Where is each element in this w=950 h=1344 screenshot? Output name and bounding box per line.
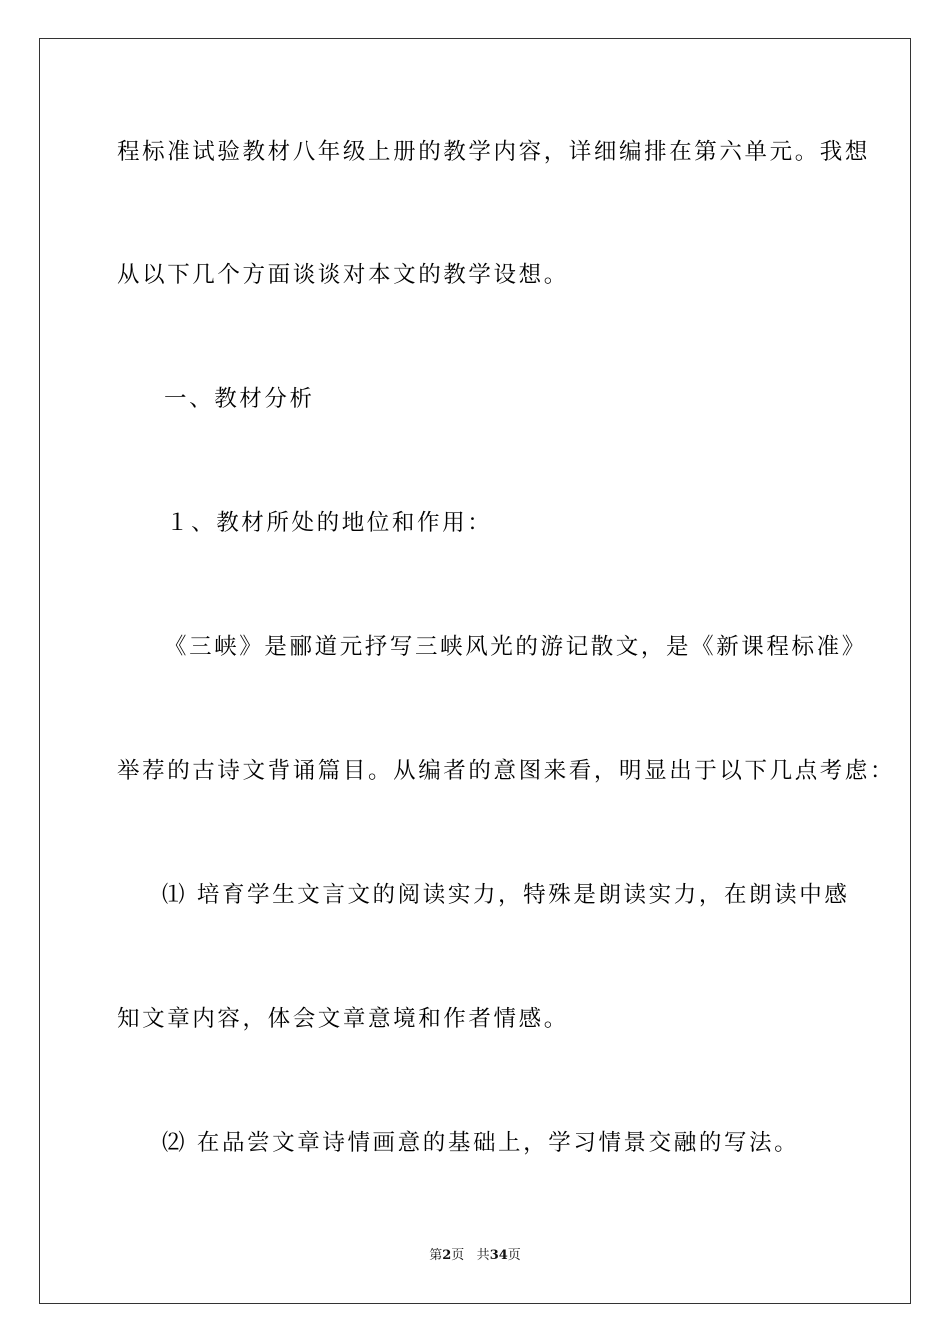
total-pages: 34: [489, 1248, 508, 1263]
page-border: [39, 38, 911, 1304]
section-heading: 一、教材分析: [164, 386, 315, 412]
paragraph-line: 《三峡》是郦道元抒写三峡风光的游记散文，是《新课程标准》: [164, 634, 867, 660]
total-suffix: 页: [507, 1248, 521, 1263]
subsection-heading: １、教材所处的地位和作用：: [166, 510, 493, 536]
total-prefix: 共: [476, 1248, 490, 1263]
page-number: 2: [442, 1248, 452, 1263]
paragraph-line: 举荐的古诗文背诵篇目。从编者的意图来看，明显出于以下几点考虑：: [117, 758, 896, 784]
page-prefix: 第: [429, 1248, 443, 1263]
paragraph-line: 程标准试验教材八年级上册的教学内容，详细编排在第六单元。我想: [117, 139, 871, 165]
page-suffix: 页: [451, 1248, 465, 1263]
list-item-1: ⑴ 培育学生文言文的阅读实力，特殊是朗读实力，在朗读中感: [162, 882, 850, 908]
paragraph-line: 从以下几个方面谈谈对本文的教学设想。: [117, 262, 569, 288]
paragraph-line: 知文章内容，体会文章意境和作者情感。: [117, 1006, 569, 1032]
list-item-2: ⑵ 在品尝文章诗情画意的基础上，学习情景交融的写法。: [162, 1130, 800, 1156]
page-footer: [0, 1247, 950, 1265]
